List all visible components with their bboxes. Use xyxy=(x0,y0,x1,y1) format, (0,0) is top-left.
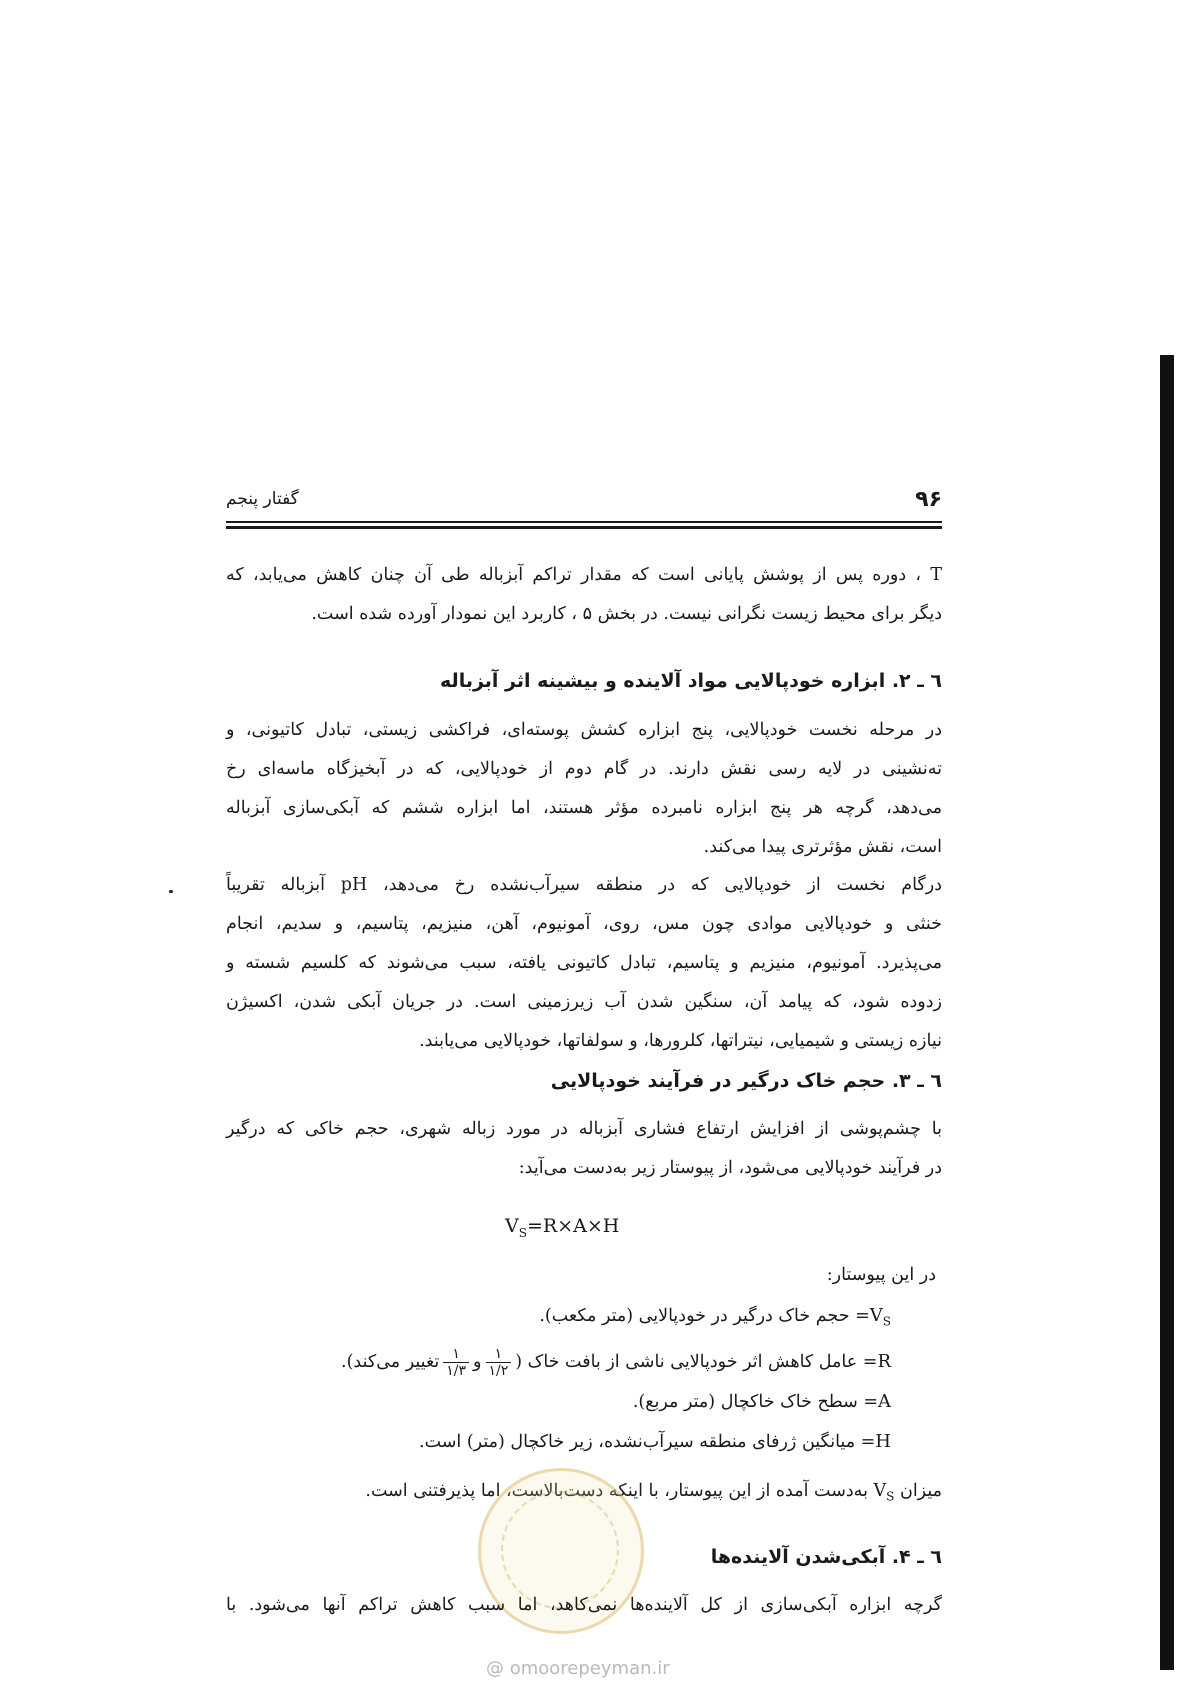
definition-text: = حجم خاک درگیر در خودپالایی (متر مکعب). xyxy=(539,1306,870,1326)
definition-h xyxy=(341,1422,891,1462)
header-rule-thick xyxy=(226,526,942,529)
text-line: T ، دوره پس از پوشش پایانی است که مقدار تراکم آبزباله طی آن چنان کاهش می‌یابد، که xyxy=(226,565,942,585)
text-line: خنثی و خودپالایی موادی چون مس، روی، آمونیوم، آهن، منیزیم، پتاسیم، و سدیم، انجام xyxy=(226,914,942,934)
text-line: در مرحله نخست خودپالایی، پنج ابزاره کشش پوسته‌ای، فراکشی زیستی، تبادل کاتیونی، و xyxy=(226,720,942,740)
paragraph-section-2a xyxy=(226,711,942,867)
text-line: می‌پذیرد. آمونیوم، منیزیم و پتاسیم، تبادل کاتیونی یافته، سبب می‌شوند که کلسیم شسته و xyxy=(226,953,942,973)
definition-symbol: R xyxy=(877,1350,891,1372)
definition-symbol: A xyxy=(878,1390,891,1412)
conjunction: و xyxy=(473,1351,482,1372)
page-number: ۹۶ xyxy=(915,487,942,512)
paragraph-intro xyxy=(226,556,942,634)
fraction: $\frac{١}{١/٣}$ xyxy=(443,1346,469,1379)
scan-speck xyxy=(169,890,173,893)
definitions-intro: در این پیوستار: xyxy=(826,1265,936,1285)
paragraph-section-2b xyxy=(226,866,942,1061)
definition-a xyxy=(341,1382,891,1422)
section-heading-6-2: ٦ ـ ٢. ابزاره خودپالایی مواد آلاینده و بیشینه اثر آبزباله xyxy=(440,670,942,692)
header-rule-thin xyxy=(226,521,942,523)
text-line: است، نقش مؤثرتری پیدا می‌کند. xyxy=(703,837,942,857)
definition-symbol: H xyxy=(875,1430,891,1452)
text-line: میزان $V_S$ به‌دست آمده از این پیوستار، با اینکه دست‌بالاست، اما پذیرفتنی است. xyxy=(365,1481,942,1504)
scan-edge-bar xyxy=(1160,355,1174,1670)
paragraph-section-3 xyxy=(226,1110,942,1188)
definition-text: = میانگین ژرفای منطقه سیرآب‌نشده، زیر خاکچال (متر) است. xyxy=(419,1431,876,1452)
definition-text: = عامل کاهش اثر خودپالایی ناشی از بافت خاک ( xyxy=(515,1351,878,1372)
definition-text: = سطح خاک خاکچال (متر مربع). xyxy=(632,1391,878,1412)
definitions-list xyxy=(341,1296,891,1462)
text-line: نیازه زیستی و شیمیایی، نیتراتها، کلرورها، و سولفاتها، خودپالایی می‌یابند. xyxy=(419,1031,942,1051)
definition-text: تغییر می‌کند). xyxy=(341,1351,440,1372)
text-line: دیگر برای محیط زیست نگرانی نیست. در بخش ۵ ، کاربرد این نمودار آورده شده است. xyxy=(311,604,942,624)
formula-rhs: =R×A×H xyxy=(526,1215,620,1237)
section-heading-6-4: ٦ ـ ۴. آبکی‌شدن آلاینده‌ها xyxy=(710,1546,942,1568)
text-line: ته‌نشینی در لایه رسی نقش دارند. در گام دوم از خودپالایی، که در آبخیزگاه ماسه‌ای رخ xyxy=(226,759,942,779)
formula-lhs: V xyxy=(505,1215,519,1237)
definition-r xyxy=(341,1342,891,1382)
text-line: زدوده شود، که پیامد آن، سنگین شدن آب زیرزمینی است. در جریان آبکی شدن، اکسیژن xyxy=(226,992,942,1012)
page-header xyxy=(226,483,942,523)
volume-formula xyxy=(505,1215,619,1240)
definition-vs xyxy=(341,1296,891,1342)
text-line: درگام نخست از خودپالایی که در منطقه سیرآب‌نشده رخ می‌دهد، pH آبزباله تقریباً xyxy=(226,875,943,895)
text-line: می‌دهد، گرچه هر پنج ابزاره نامبرده مؤثر هستند، اما ابزاره ششم که آبکی‌سازی آبزباله xyxy=(226,798,942,818)
text-line: با چشم‌پوشی از افزایش ارتفاع فشاری آبزباله در مورد زباله شهری، حجم خاکی که درگیر xyxy=(226,1119,942,1139)
fraction: $\frac{١}{١/٢}$ xyxy=(486,1346,512,1379)
section-heading-6-3: ٦ ـ ٣. حجم خاک درگیر در فرآیند خودپالایی xyxy=(550,1070,942,1092)
text-line: در فرآیند خودپالایی می‌شود، از پیوستار زیر به‌دست می‌آید: xyxy=(518,1158,942,1178)
paragraph-section-4 xyxy=(226,1586,942,1625)
formula-lhs-subscript: S xyxy=(518,1225,527,1240)
chapter-title: گفتار پنجم xyxy=(226,489,299,509)
text-line: گرچه ابزاره آبکی‌سازی از کل آلاینده‌ها نمی‌کاهد، اما سبب کاهش تراکم آنها می‌شود. با xyxy=(226,1595,942,1615)
definition-symbol: $V_S$ xyxy=(869,1305,891,1329)
watermark-url: @ omoorepeyman.ir xyxy=(486,1658,670,1679)
